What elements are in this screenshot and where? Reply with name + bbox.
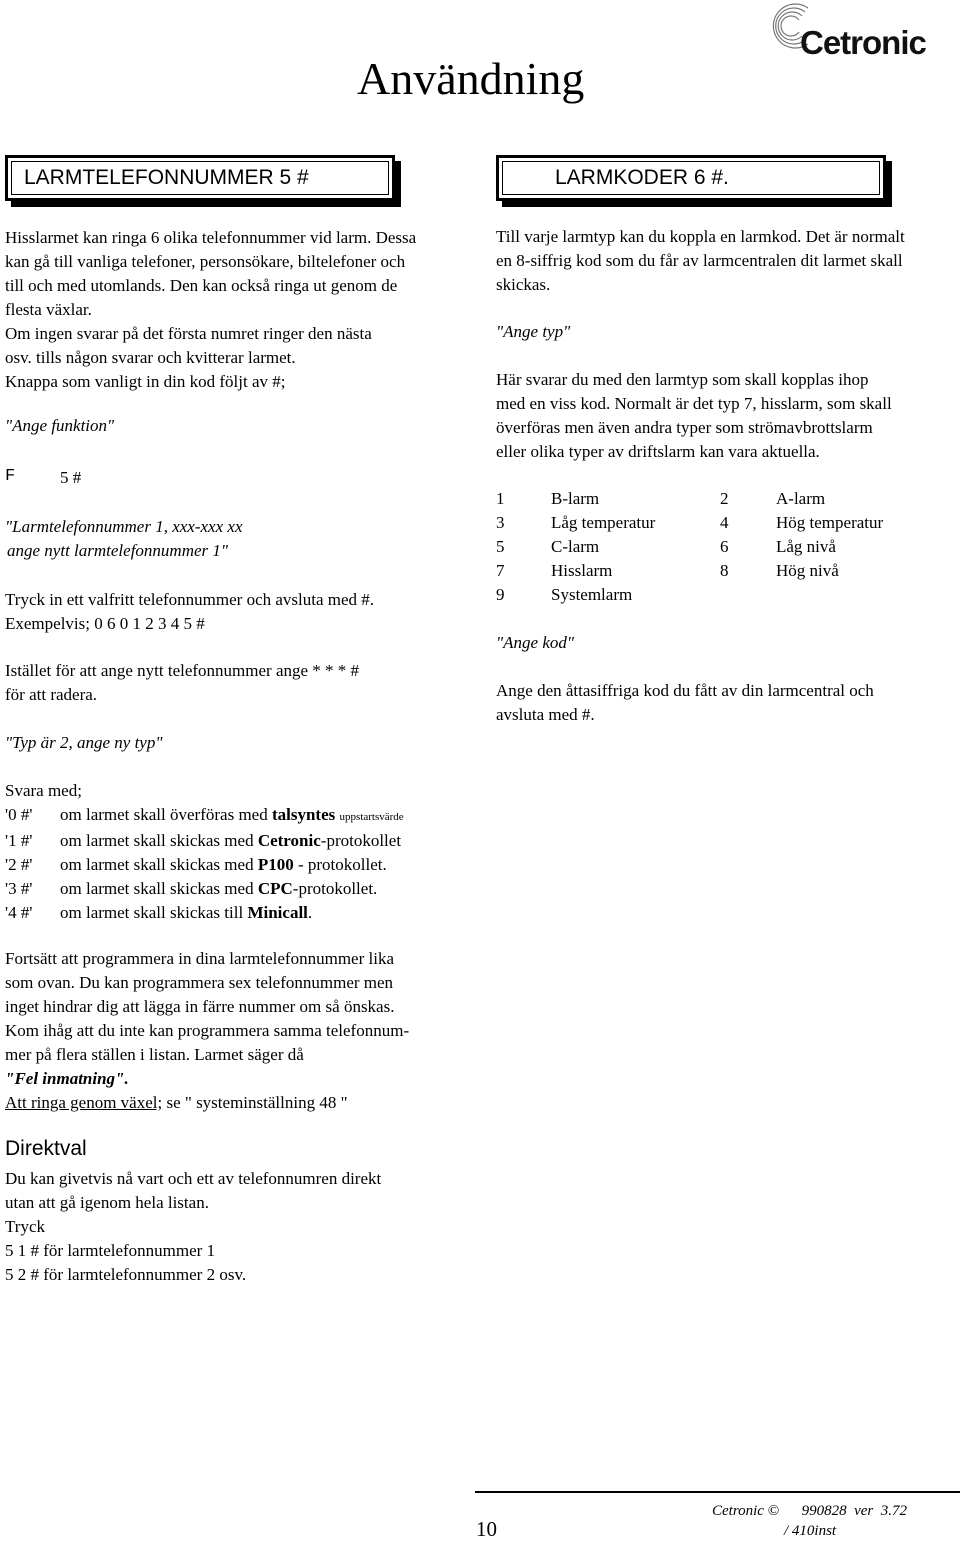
list-item (5, 829, 475, 853)
intro-paragraph (5, 226, 475, 394)
svara-med-list (5, 779, 475, 925)
footer-doc-id: / 410inst (784, 1523, 837, 1539)
type-name: Låg nivå (776, 537, 836, 556)
text-line: Ange den åttasiffriga kod du fått av din larmcentral och (496, 681, 874, 700)
text-line: överföras men även andra typer som strömavbrottslarm (496, 418, 873, 437)
type-name: C-larm (551, 537, 600, 556)
vaxel-link-text: Att ringa genom växel; (5, 1093, 163, 1112)
text-line: Här svarar du med den larmtyp som skall kopplas ihop (496, 370, 869, 389)
section-header-larmkoder (496, 155, 886, 201)
text-line: Istället för att ange nytt telefonnummer ange * * * # (5, 661, 360, 680)
brand-logo-text: Cetronic (800, 24, 926, 61)
vaxel-reference: se " systeminställning 48 " (162, 1093, 348, 1112)
option-text-post: -protokollet. (292, 879, 378, 898)
text-line: Tryck (5, 1217, 45, 1236)
list-item (5, 853, 475, 877)
table-row (496, 511, 960, 535)
text-line: 5 2 # för larmtelefonnummer 2 osv. (5, 1265, 247, 1284)
option-code: '4 #' (5, 903, 33, 922)
option-code: '1 #' (5, 831, 33, 850)
text-line: en 8-siffrig kod som du får av larmcentralen dit larmet skall (496, 251, 903, 270)
prompt-larmtelefonnummer-2: ange nytt larmtelefonnummer 1" (7, 541, 229, 560)
option-text: om larmet skall skickas med (60, 879, 258, 898)
option-text-post: - protokollet. (293, 855, 387, 874)
fortsatt-paragraph (5, 947, 475, 1115)
footer-rule (475, 1491, 960, 1493)
type-name: Hög temperatur (776, 513, 884, 532)
list-item (5, 901, 475, 925)
option-text: om larmet skall överföras med (60, 805, 272, 824)
option-text: om larmet skall skickas till (60, 903, 248, 922)
text-line: Exempelvis; 0 6 0 1 2 3 4 5 # (5, 614, 205, 633)
option-code: '2 #' (5, 855, 33, 874)
prompt-larmtelefonnummer-1: "Larmtelefonnummer 1, xxx-xxx xx (5, 517, 243, 536)
option-code: '3 #' (5, 879, 33, 898)
direktval-paragraph (5, 1167, 475, 1287)
option-bold: talsyntes (271, 805, 336, 824)
prompt-ange-kod: "Ange kod" (496, 633, 575, 652)
text-line: utan att gå igenom hela listan. (5, 1193, 209, 1212)
type-code: 8 (720, 561, 729, 580)
type-name: Hisslarm (551, 561, 613, 580)
text-line: kan gå till vanliga telefoner, personsökare, biltelefoner och (5, 252, 406, 271)
key-f: F (5, 467, 16, 486)
type-name: Hög nivå (776, 561, 839, 580)
type-name: Låg temperatur (551, 513, 656, 532)
text-line: skickas. (496, 275, 551, 294)
option-text: om larmet skall skickas med (60, 855, 258, 874)
page-number: 10 (476, 1517, 497, 1541)
text-line: till och med utomlands. Den kan också ringa ut genom de (5, 276, 398, 295)
option-text: om larmet skall skickas med (60, 831, 258, 850)
fel-inmatning-text: "Fel inmatning". (5, 1069, 129, 1088)
text-line: Om ingen svarar på det första numret ringer den nästa (5, 324, 372, 343)
direktval-heading: Direktval (5, 1137, 87, 1160)
prompt-typ-ar-2: "Typ är 2, ange ny typ" (5, 733, 163, 752)
text-line: för att radera. (5, 685, 98, 704)
type-code: 1 (496, 489, 505, 508)
text-line: Tryck in ett valfritt telefonnummer och avsluta med #. (5, 590, 375, 609)
option-text-post: -protokollet (320, 831, 402, 850)
text-line: avsluta med #. (496, 705, 595, 724)
default-note: uppstartsvärde (339, 811, 404, 823)
prompt-ange-funktion: "Ange funktion" (5, 416, 115, 435)
type-code: 4 (720, 513, 729, 532)
option-code: '0 #' (5, 805, 33, 824)
type-code: 5 (496, 537, 505, 556)
text-line: Kom ihåg att du inte kan programmera samma telefonnum- (5, 1021, 410, 1040)
text-line: Fortsätt att programmera in dina larmtelefonnummer lika (5, 949, 394, 968)
text-line: flesta växlar. (5, 300, 92, 319)
text-line: mer på flera ställen i listan. Larmet säger då (5, 1045, 304, 1064)
table-row (496, 487, 960, 511)
text-line: Knappa som vanligt in din kod följt av #; (5, 372, 286, 391)
type-name: Systemlarm (551, 585, 633, 604)
har-svarar-paragraph (496, 368, 960, 464)
list-item (5, 803, 475, 829)
ange-kod-paragraph (496, 679, 960, 727)
text-line: inget hindrar dig att lägga in färre nummer om så önskas. (5, 997, 395, 1016)
text-line: Till varje larmtyp kan du koppla en larmkod. Det är normalt (496, 227, 905, 246)
type-name: B-larm (551, 489, 600, 508)
option-bold: CPC (257, 879, 293, 898)
footer-copyright: Cetronic © 990828 ver 3.72 (712, 1503, 907, 1519)
type-code: 3 (496, 513, 505, 532)
type-code: 9 (496, 585, 505, 604)
text-line: osv. tills någon svarar och kvitterar larmet. (5, 348, 296, 367)
option-bold: Minicall (247, 903, 308, 922)
text-line: Svara med; (5, 781, 82, 800)
table-row (496, 535, 960, 559)
text-line: 5 1 # för larmtelefonnummer 1 (5, 1241, 216, 1260)
text-line: som ovan. Du kan programmera sex telefonnummer men (5, 973, 394, 992)
type-code: 2 (720, 489, 729, 508)
table-row (496, 583, 960, 607)
alarm-type-table (496, 487, 960, 607)
section-header-larmtelefonnummer (5, 155, 395, 201)
type-name: A-larm (776, 489, 826, 508)
list-item (5, 877, 475, 901)
option-text-post: . (307, 903, 313, 922)
key-5-hash: 5 # (60, 468, 82, 487)
table-row (496, 559, 960, 583)
section-header-label: LARMTELEFONNUMMER 5 # (11, 161, 389, 195)
text-line: Du kan givetvis nå vart och ett av telefonnumren direkt (5, 1169, 382, 1188)
option-bold: P100 (257, 855, 294, 874)
text-line: eller olika typer av driftslarm kan vara aktuella. (496, 442, 820, 461)
prompt-ange-typ: "Ange typ" (496, 322, 571, 341)
section-header-label: LARMKODER 6 #. (502, 161, 880, 195)
tryck-paragraph (5, 588, 475, 636)
type-code: 6 (720, 537, 729, 556)
type-code: 7 (496, 561, 505, 580)
page-title: Användning (357, 53, 585, 104)
text-line: med en viss kod. Normalt är det typ 7, hisslarm, som skall (496, 394, 892, 413)
istallet-paragraph (5, 659, 475, 707)
text-line: Hisslarmet kan ringa 6 olika telefonnummer vid larm. Dessa (5, 228, 417, 247)
larmkoder-intro (496, 225, 960, 297)
option-bold: Cetronic (257, 831, 321, 850)
